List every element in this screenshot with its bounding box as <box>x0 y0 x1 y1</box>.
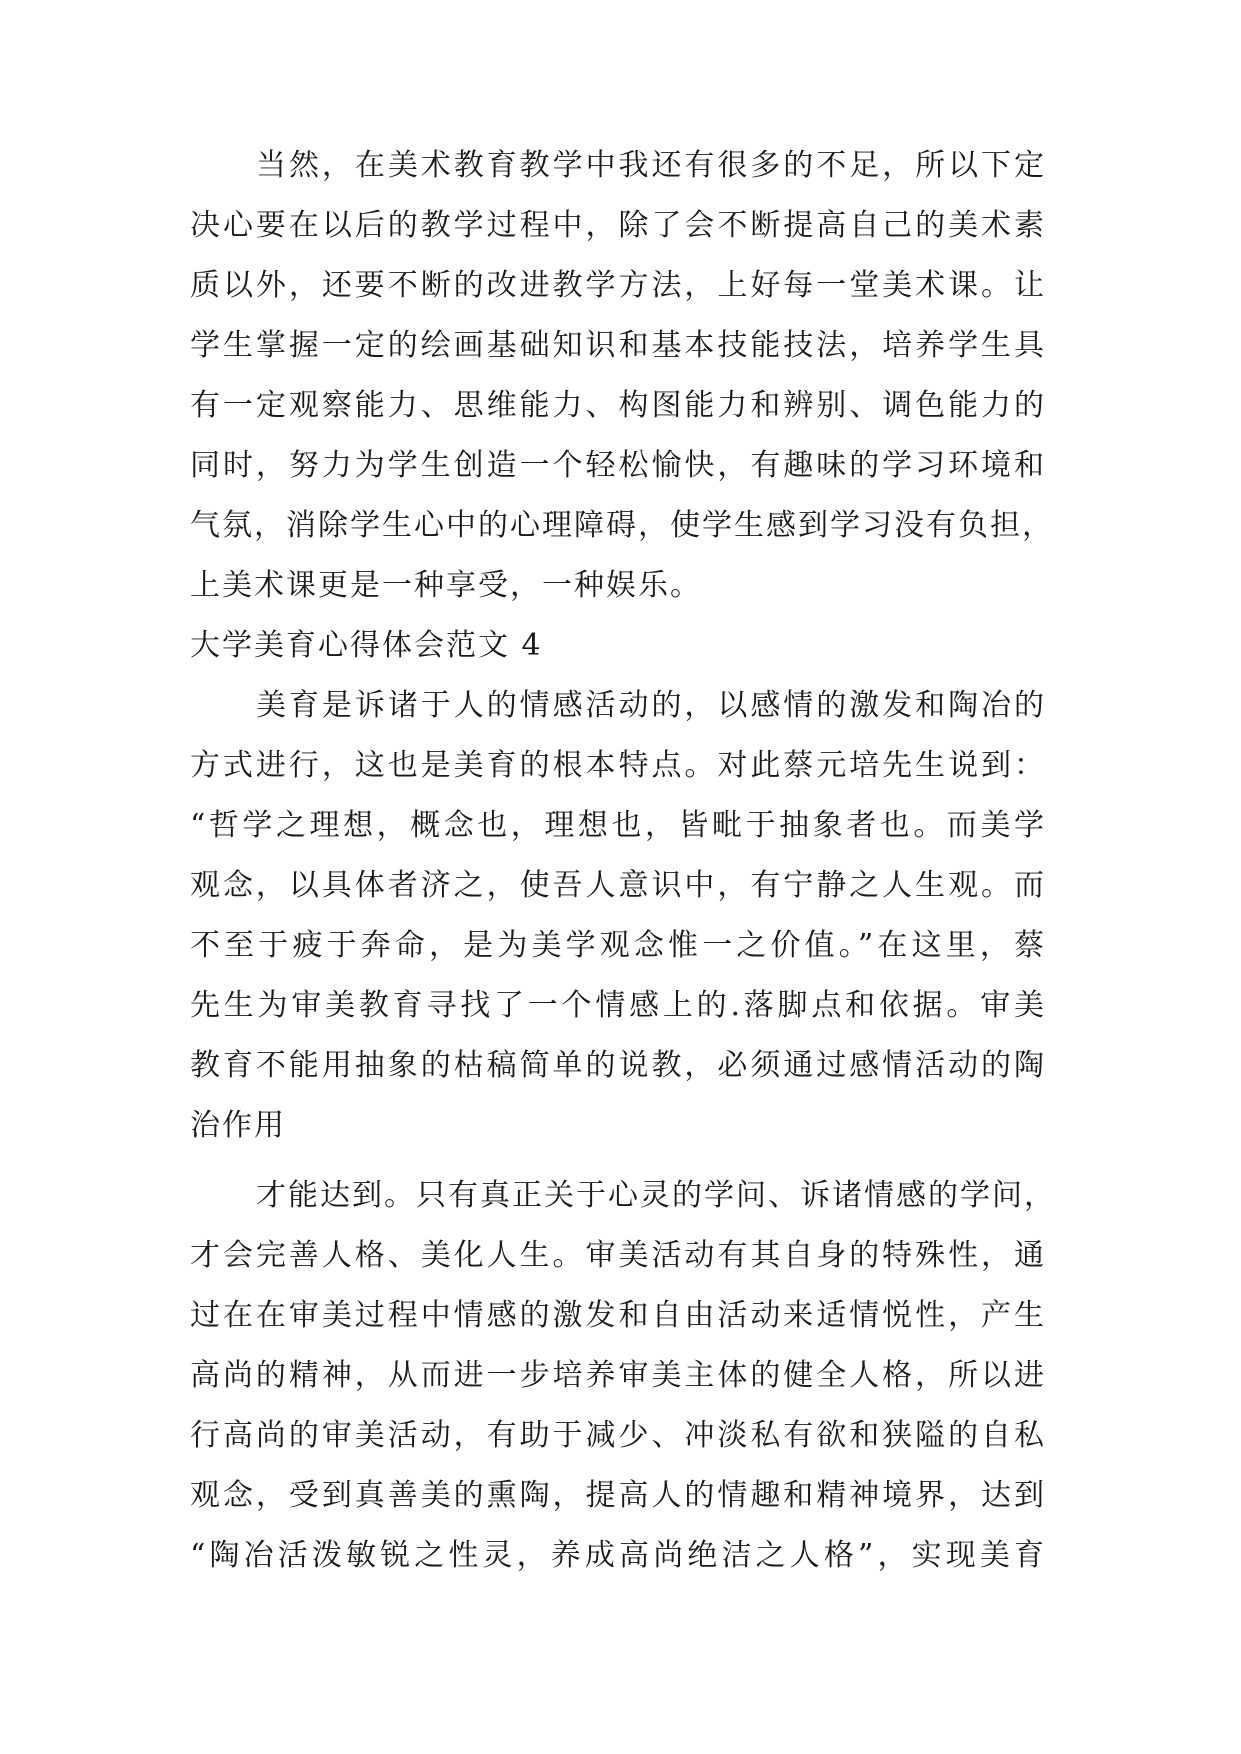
paragraph-2-line: “哲学之理想，概念也，理想也，皆毗于抽象者也。而美学 <box>190 808 1046 843</box>
paragraph-3-line: 才会完善人格、美化人生。审美活动有其自身的特殊性，通 <box>190 1238 1046 1273</box>
section-heading-block <box>190 616 1046 676</box>
paragraph-2-line: 先生为审美教育寻找了一个情感上的.落脚点和依据。审美 <box>190 988 1046 1023</box>
paragraph-2-line: 治作用 <box>190 1108 286 1143</box>
paragraph-3-line: 高尚的精神，从而进一步培养审美主体的健全人格，所以进 <box>190 1358 1046 1393</box>
paragraph-1-line: 上美术课更是一种享受，一种娱乐。 <box>190 568 702 603</box>
paragraph-2-line: 观念，以具体者济之，使吾人意识中，有宁静之人生观。而 <box>190 868 1046 903</box>
paragraph-1-line: 决心要在以后的教学过程中，除了会不断提高自己的美术素 <box>190 208 1046 243</box>
paragraph-3-line: 观念，受到真善美的熏陶，提高人的情趣和精神境界，达到 <box>190 1478 1046 1513</box>
paragraph-1-line: 当然，在美术教育教学中我还有很多的不足，所以下定 <box>256 148 1046 183</box>
paragraph-2-line: 不至于疲于奔命，是为美学观念惟一之价值。”在这里，蔡 <box>190 928 1046 963</box>
paragraph-2-line: 教育不能用抽象的枯稿简单的说教，必须通过感情活动的陶 <box>190 1048 1046 1083</box>
paragraph-1-line: 学生掌握一定的绘画基础知识和基本技能技法，培养学生具 <box>190 328 1046 363</box>
paragraph-3-line: 行高尚的审美活动，有助于减少、冲淡私有欲和狭隘的自私 <box>190 1418 1046 1453</box>
paragraph-1-line: 质以外，还要不断的改进教学方法，上好每一堂美术课。让 <box>190 268 1046 303</box>
paragraph-1 <box>190 136 1054 616</box>
paragraph-3-line: “陶冶活泼敏锐之性灵，养成高尚绝洁之人格”，实现美育 <box>190 1538 1046 1573</box>
paragraph-2 <box>190 676 1046 1156</box>
paragraph-2-line: 方式进行，这也是美育的根本特点。对此蔡元培先生说到： <box>190 748 1046 783</box>
paragraph-2-line: 美育是诉诸于人的情感活动的，以感情的激发和陶冶的 <box>256 688 1046 723</box>
paragraph-1-line: 同时，努力为学生创造一个轻松愉快，有趣味的学习环境和 <box>190 448 1046 483</box>
paragraph-1-line: 有一定观察能力、思维能力、构图能力和辨别、调色能力的 <box>190 388 1046 423</box>
section-heading: 大学美育心得体会范文 4 <box>190 628 543 663</box>
paragraph-3-line: 才能达到。只有真正关于心灵的学问、诉诸情感的学问， <box>256 1178 1056 1213</box>
paragraph-3-line: 过在在审美过程中情感的激发和自由活动来适情悦性，产生 <box>190 1298 1046 1333</box>
paragraph-3 <box>190 1166 1056 1586</box>
paragraph-1-line: 气氛，消除学生心中的心理障碍，使学生感到学习没有负担， <box>190 508 1054 543</box>
